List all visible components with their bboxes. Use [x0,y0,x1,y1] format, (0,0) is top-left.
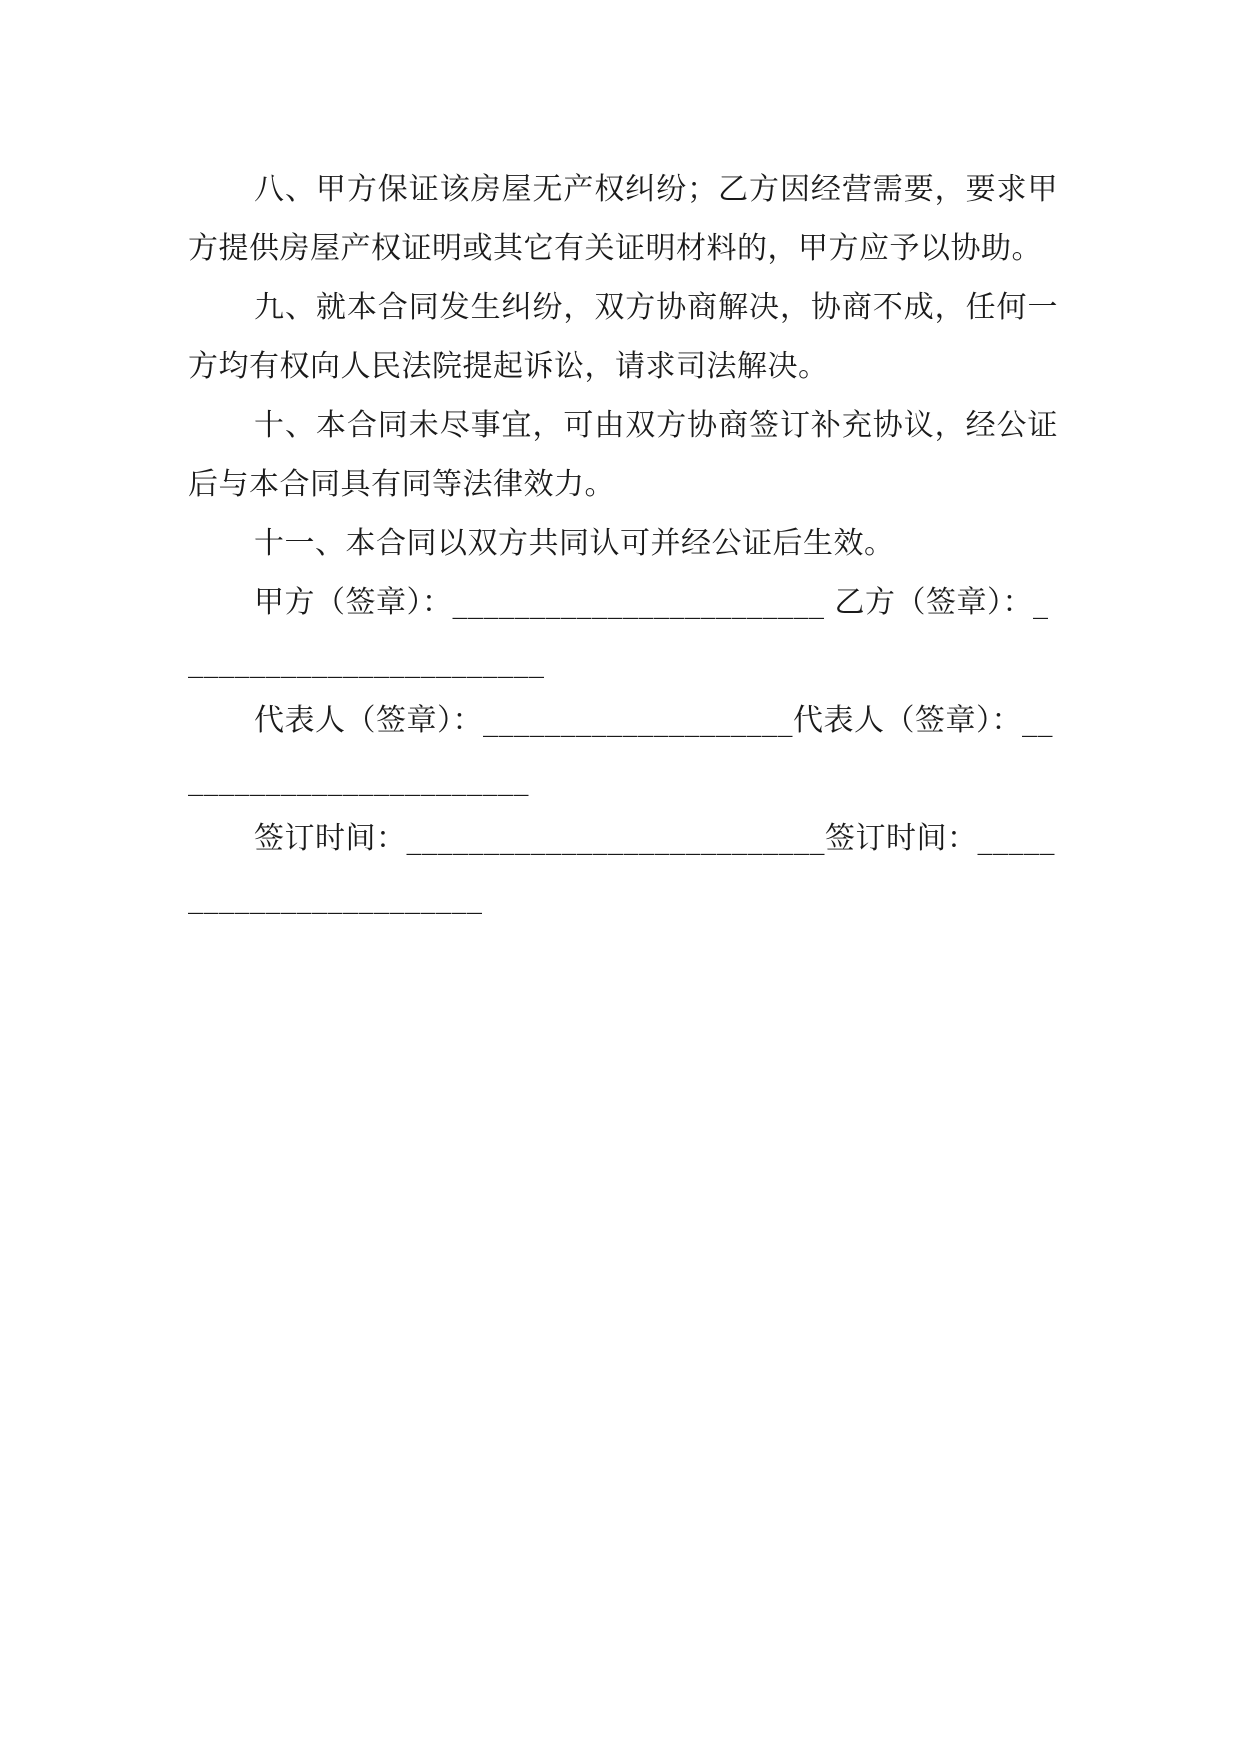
clause-eleven [188,514,1058,573]
clause-ten [188,396,1058,514]
clause-nine [188,278,1058,396]
clause-eight-text: 八、甲方保证该房屋无产权纠纷；乙方因经营需要，要求甲方提供房屋产权证明或其它有关证明材料的，甲方应予以协助。 [188,172,1058,266]
representative-signature-line: 代表人（签章）：____________________代表人（签章）：________________________ [188,703,1053,797]
clause-nine-text: 九、就本合同发生纠纷，双方协商解决，协商不成，任何一方均有权向人民法院提起诉讼，请求司法解决。 [188,290,1058,384]
contract-body [188,160,1058,927]
party-signature-line: 甲方（签章）：________________________ 乙方（签章）：________________________ [188,585,1049,679]
clause-ten-text: 十、本合同未尽事宜，可由双方协商签订补充协议，经公证后与本合同具有同等法律效力。 [188,408,1058,502]
clause-eight [188,160,1058,278]
signing-time-line: 签订时间：___________________________签订时间：________________________ [188,821,1055,915]
clause-eleven-text: 十一、本合同以双方共同认可并经公证后生效。 [254,526,895,561]
